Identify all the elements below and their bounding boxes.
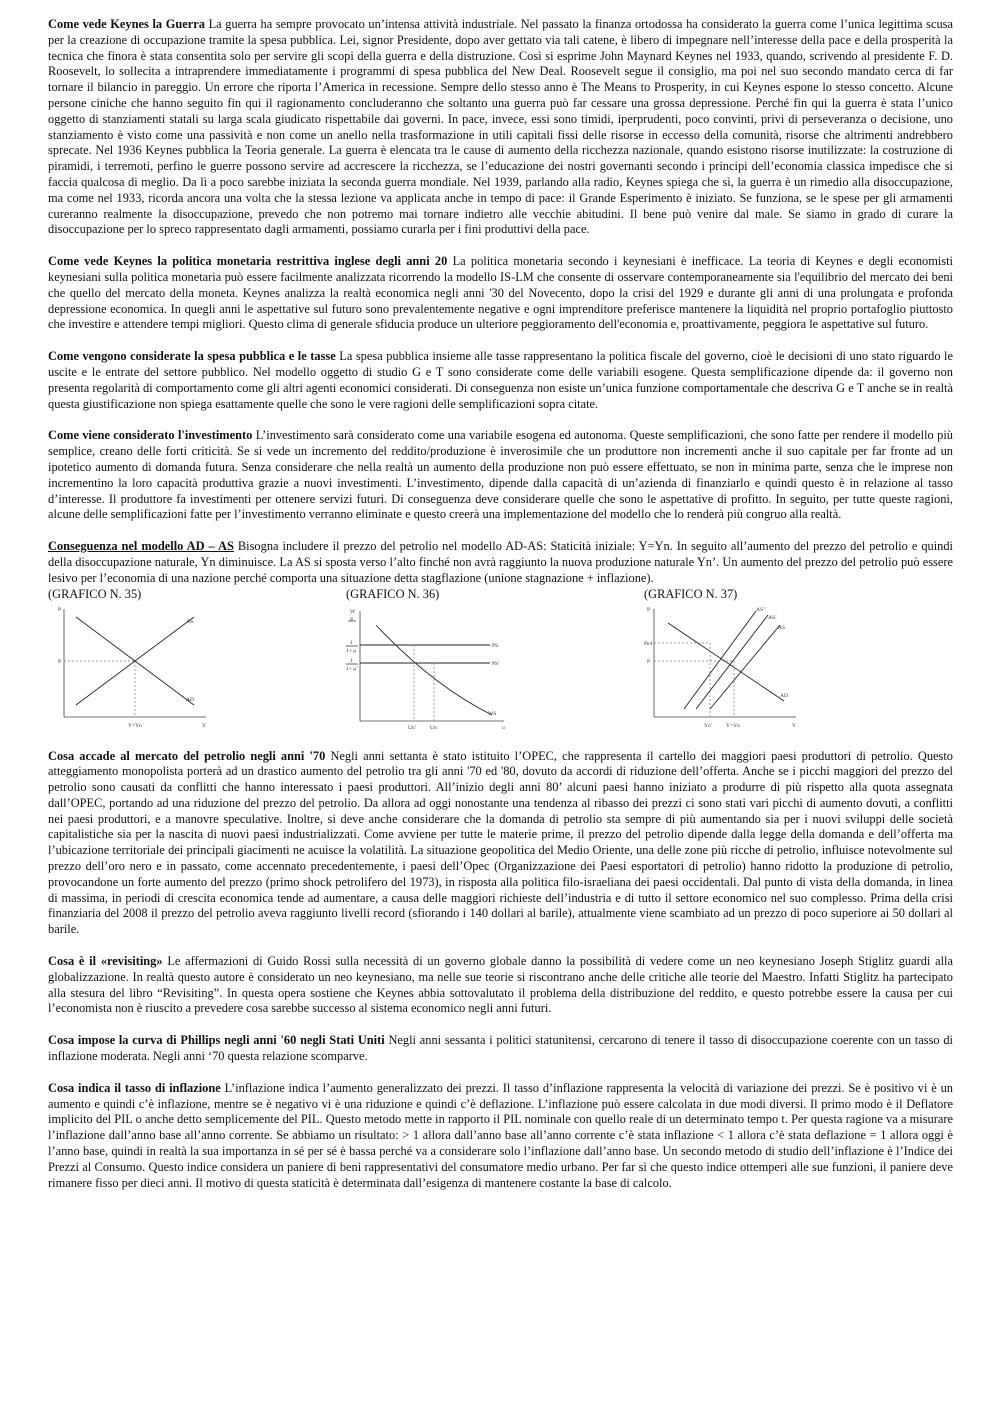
ad-label: AD bbox=[780, 692, 788, 699]
paragraph-text: Negli anni settanta è stato istituito l’OPEC, che rappresenta il cartello dei maggiori paesi produttori di petrolio. Questo atteggiamento monopolista porterà ad un drastico aumento del petrolio tra gli anni '70 ed '80, dovuto da accordi di riduzione dell’offerta. Anche se i picchi maggiori del prezzo del petrolio sono causati da conflitti che hanno interessato i paesi produttori. All’inizio degli anni 80’ alcuni paesi hanno iniziato a produrre di più rispetto alla quota assegnata dall’OPEC, portando ad una riduzione del prezzo del petrolio. Da allora ad oggi nonostante una tendenza al ribasso dei prezzi ci sono stati vari picchi di aumento dovuti, a conflitti nei paesi produttori, e a manovre speculative. Inoltre, si deve anche considerare che la domanda di petrolio sta sempre di più aumentando sia per i nuovi sviluppi delle società capitalistiche sia per la nascita di nuovi paesi industrializzati. Come avviene per tutte le materie prime, il prezzo del petrolio dipende dalla legge della domanda e dell’offerta ma l’ubicazione territoriale dei principali giacimenti ne acuisce la volatilità. La situazione geopolitica del Medio Oriente, una delle zone più ricche di petrolio, influisce notevolmente sul prezzo dell’oro nero e in passato, come accennato precedentemente, i paesi dell’Opec (Organizzazione dei Paesi esportatori di petrolio) hanno ridotto la produzione di petrolio, provocandone un forte aumento del prezzo (primo shock petrolifero del 1973), in risposta alla politica filo-israeliana dei paesi occidentali. Dal punto di vista della domanda, in linea di massima, in periodi di crescita economica tende ad aumentare, a causa delle maggiori richieste dell’industria e di tutto il settore economico nel suo complesso. Prima della crisi finanziaria del 2008 il prezzo del petrolio aveva raggiunto livelli record (sfiorando i 140 dollari al barile), attualmente viene scambiato ad un prezzo di poco superiore ai 50 dollari al barile. bbox=[48, 748, 953, 937]
as2-label: AS’’ bbox=[756, 606, 767, 613]
paragraph-heading: Cosa è il «revisiting» bbox=[48, 954, 163, 969]
frac1-num: 1 bbox=[350, 639, 353, 646]
graph-36-label: (GRAFICO N. 36) bbox=[346, 586, 440, 601]
graph-36 bbox=[342, 605, 512, 735]
as-label: AS bbox=[778, 624, 786, 631]
graphs-row bbox=[48, 587, 953, 737]
ps2-label: PS’ bbox=[492, 660, 500, 667]
paragraph-heading: Come viene considerato l'investimento bbox=[48, 428, 253, 443]
paragraph-spesa-pubblica bbox=[48, 349, 953, 412]
paragraph-inflazione bbox=[48, 1081, 953, 1192]
paragraph-heading: Come vede Keynes la politica monetaria restrittiva inglese degli anni 20 bbox=[48, 254, 448, 269]
ps-label: PS bbox=[492, 642, 499, 649]
as1-curve bbox=[696, 615, 768, 709]
frac2-den: 1+ μ’ bbox=[346, 665, 359, 672]
p-label: P bbox=[58, 658, 62, 665]
paragraph-ad-as bbox=[48, 539, 953, 586]
document-page bbox=[48, 17, 953, 1207]
w-label: W bbox=[350, 608, 356, 615]
paragraph-text: Bisogna includere il prezzo del petrolio nel modello AD-AS: Staticità iniziale: Y=Yn. In seguito all’aumento del prezzo del petrolio e quindi della disoccupazione naturale, Yn diminuisce. La AS si sposta verso l’alto finché non avrà raggiunto la nuova produzione naturale Yn’. Un aumento del prezzo del petrolio può essere lesivo per l’economia di una nazione perché comporta una situazione detta stagflazione (unione stagnazione + inflazione). bbox=[48, 539, 953, 585]
yn2-label: Yn’ bbox=[704, 722, 713, 729]
frac1-den: 1+ μ bbox=[346, 647, 357, 654]
paragraph-revisiting bbox=[48, 954, 953, 1017]
as1-label: AS’ bbox=[768, 614, 777, 621]
frac2-num: 1 bbox=[350, 657, 353, 664]
as-curve bbox=[710, 625, 780, 709]
paragraph-text: Le affermazioni di Guido Rossi sulla necessità di un governo globale danno la possibilità di vedere come un neo keynesiano Joseph Stiglitz guardi alla globalizzazione. In realtà questo autore è considerato un neo keynesiano, ma nelle sue teorie si riscontrano anche delle critiche alle teorie del Maestro. Infatti Stiglitz ha partecipato alla stesura del libro “Revisiting”. In questa opera sostiene che Keynes abbia sottovalutato il problema della distribuzione del reddito, e questo potrebbe essere la causa per cui l’economista non è riuscito a prevedere cosa sarebbe successo al sistema economico negli anni futuri. bbox=[48, 954, 953, 1016]
un-label: Un bbox=[430, 724, 437, 731]
paragraph-heading: Conseguenza nel modello AD – AS bbox=[48, 539, 234, 554]
graph-37 bbox=[644, 605, 804, 735]
paragraph-investimento bbox=[48, 428, 953, 523]
paragraph-text: La guerra ha sempre provocato un’intensa attività industriale. Nel passato la finanza ortodossa ha considerato la guerra come l’unica legittima scusa per la creazione di occupazione tramite la spesa pubblica. Lei, signor Presidente, dopo aver gettato via tali catene, è libero di impegnare nell’interesse della pace e della prosperità la tecnica che finora è stata consentita solo per servire gli scopi della guerra e della distruzione. Così si esprime John Maynard Keynes nel 1933, quando, scrivendo al presidente F. D. Roosevelt, lo sollecita a intraprendere immediatamente i programmi di spesa pubblica del New Deal. Roosevelt segue il consiglio, ma poi nel suo secondo mandato cerca di far tornare il bilancio in pareggio. Un errore che riporta l’America in recessione. Sempre dello stesso anno è The Means to Prosperity, in cui Keynes espone lo stesso concetto. Alcune persone ciniche che hanno seguito fin qui il ragionamento concluderanno che soltanto una guerra può far cessare una grossa depressione. Perché fin qui la guerra è stata l’unico oggetto di stanziamenti statali su larga scala giudicato rispettabile dai governi. In pace, invece, essi sono timidi, iperprudenti, poco convinti, privi di perseveranza o decisione, uno stanziamento è visto come una passività e non come un anello nella trasformazione in utili capitali fissi delle risorse in eccesso della comunità, risorse che altrimenti andrebbero sprecate. Nel 1936 Keynes pubblica la Teoria generale. La guerra è elencata tra le cause di aumento della ricchezza nazionale, quando esistono risorse inutilizzate: la costruzione di piramidi, i terremoti, perfino le guerre possono servire ad accrescere la ricchezza, se l’educazione dei nostri governanti secondo i principi dell’economia classica impedisce che si faccia qualcosa di meglio. Da lì a poco sarebbe iniziata la seconda guerra mondiale. Nel 1939, parlando alla radio, Keynes spiega che sì, la guerra è un rimedio alla disoccupazione, ma come nel 1933, ricorda ancora una volta che la stessa lezione va applicata anche in tempo di pace: il Grande Esperimento è iniziato. Se funziona, se le spese per gli armamenti cureranno realmente la disoccupazione, prevedo che non potremo mai tornare indietro alle vecchie abitudini. Il bene può venire dal male. Se siamo in grado di curare la disoccupazione per lo spreco rappresentato dagli armamenti, possiamo curarla per i fini produttivi della pace. bbox=[48, 17, 953, 237]
paragraph-keynes-guerra bbox=[48, 17, 953, 238]
un2-label: Un’ bbox=[408, 724, 417, 731]
graph-35-label: (GRAFICO N. 35) bbox=[48, 586, 142, 601]
paragraph-heading: Cosa indica il tasso di inflazione bbox=[48, 1080, 221, 1095]
ws-curve bbox=[376, 625, 492, 715]
p-label: P bbox=[350, 616, 354, 623]
paragraph-heading: Cosa impose la curva di Phillips negli anni '60 negli Stati Uniti bbox=[48, 1033, 385, 1048]
as-label: AS bbox=[186, 618, 194, 625]
pe-label: Pe4 bbox=[644, 640, 653, 647]
ws-label: WS bbox=[488, 710, 497, 717]
paragraph-heading: Come vede Keynes la Guerra bbox=[48, 17, 205, 31]
graph-35 bbox=[56, 605, 216, 735]
paragraph-politica-monetaria bbox=[48, 254, 953, 333]
paragraph-text: La spesa pubblica insieme alle tasse rappresentano la politica fiscale del governo, cioè le decisioni di uno stato riguardo le uscite e le entrate del settore pubblico. Nel modello oggetto di studio G e T sono considerate come delle variabili esogene. Questa semplificazione dipende da: il governo non presenta regolarità di comportamento come gli altri agenti economici considerati. Di conseguenza non esiste un’unica funzione comportamentale che descriva G e T anche se in realtà questa giustificazione non spiega esattamente quelle che sono le vere ragioni delle semplificazioni sopra citate. bbox=[48, 349, 953, 411]
paragraph-text: La politica monetaria secondo i keynesiani è inefficace. La teoria di Keynes e degli economisti keynesiani sulla politica monetaria può essere facilmente analizzata ricorrendo la modello IS-LM che consente di osservare contemporaneamente sia l'equilibrio del mercato dei beni che quello del mercato della moneta. Keynes analizza la realtà economica negli anni '30 del Novecento, dopo la crisi del 1929 e durante gli anni di una prolungata e profonda depressione economica. In quegli anni le aspettative sul futuro sono prevalentemente negative e ogni imprenditore preferisce mantenere la liquidità nel proprio portafoglio piuttosto che investire e attendere tempi migliori. Questo clima di generale sfiducia produce un ulteriore peggioramento dell'economia e, proattivamente, peggiora le aspettative sul futuro. bbox=[48, 254, 953, 332]
graph-37-label: (GRAFICO N. 37) bbox=[644, 586, 738, 601]
paragraph-petrolio bbox=[48, 749, 953, 939]
paragraph-text: L’investimento sarà considerato come una variabile esogena ed autonoma. Queste semplificazioni, che sono fatte per rendere il modello più semplice, creano delle forti criticità. Se si vede un incremento del reddito/produzione è inverosimile che un produttore non incrementi anche il suo capitale per far fronte ad un ipotetico aumento di domanda futura. Senza considerare che nella realtà un aumento della produzione non può essere effettuato, se non in minima parte, senza che le imprese non incrementino la loro capacità produttiva grazie a nuovi investimenti. L’investimento, dipende dalla capacità di un’azienda di finanziarlo e quindi questo è in relazione al tasso d’interesse. Il produttore fa investimenti per ottenere servizi futuri. Di conseguenza deve considerare quelle che sono le aspettative di profitto. In seguito, per tutte queste ragioni, alcune delle semplificazioni fatte per l’investimento verranno eliminate e questo creerà una implementazione del modello che lo renderà più congruo alla realtà. bbox=[48, 428, 953, 522]
paragraph-heading: Come vengono considerate la spesa pubblica e le tasse bbox=[48, 349, 336, 364]
as2-curve bbox=[684, 611, 756, 709]
paragraph-text: Negli anni sessanta i politici statunitensi, cercarono di tenere il tasso di disoccupazione coerente con un tasso di inflazione moderata. Negli anni ‘70 questa relazione scomparve. bbox=[48, 1033, 953, 1064]
yn-label: Y=Yn bbox=[726, 722, 740, 729]
paragraph-text: L’inflazione indica l’aumento generalizzato dei prezzi. Il tasso d’inflazione rappresenta la velocità di variazione dei prezzi. Se è positivo vi è un aumento e quindi c’è inflazione, mentre se è negativo vi è una riduzione e quindi c’è deflazione. L’inflazione può essere calcolata in due modi diversi. Il primo modo è il Deflatore implicito del PIL o anche detto semplicemente del PIL. Questo metodo mette in rapporto il PIL nominale con quello reale di un determinato tempo t. Per questa ragione va a misurare l’inflazione dall’anno base all’anno corrente. Se abbiamo un risultato: > 1 allora dall’anno base all’anno corrente c’è stata inflazione < 1 allora c’è stata deflazione = 1 allora oggi è l’anno base, quindi in realtà la sua importanza in sé per sé è bassa perché va a considerare solo l’inflazione dall’anno base. Un secondo metodo di studio dell’inflazione è l’Indice dei Prezzi al Consumo. Questo indice considera un paniere di beni rappresentativi del consumatore medio urbano. Per far sì che questo indice ottemperi alle sue funzioni, il paniere deve rimanere fisso per dieci anni. Il motivo di questa staticità è determinata dall’esigenza di mantenere costante la base di calcolo. bbox=[48, 1080, 953, 1190]
paragraph-phillips bbox=[48, 1033, 953, 1065]
y-axis-label: P bbox=[647, 606, 651, 613]
y-axis-label: P bbox=[58, 606, 62, 613]
ad-label: AD bbox=[186, 696, 194, 703]
paragraph-heading: Cosa accade al mercato del petrolio negli anni '70 bbox=[48, 748, 326, 763]
x-axis-label: Y bbox=[792, 722, 796, 729]
yn-label: Y=Yn bbox=[128, 722, 142, 729]
x-axis-label: u bbox=[502, 724, 505, 731]
p-label: P bbox=[647, 658, 651, 665]
x-axis-label: Y bbox=[202, 722, 206, 729]
